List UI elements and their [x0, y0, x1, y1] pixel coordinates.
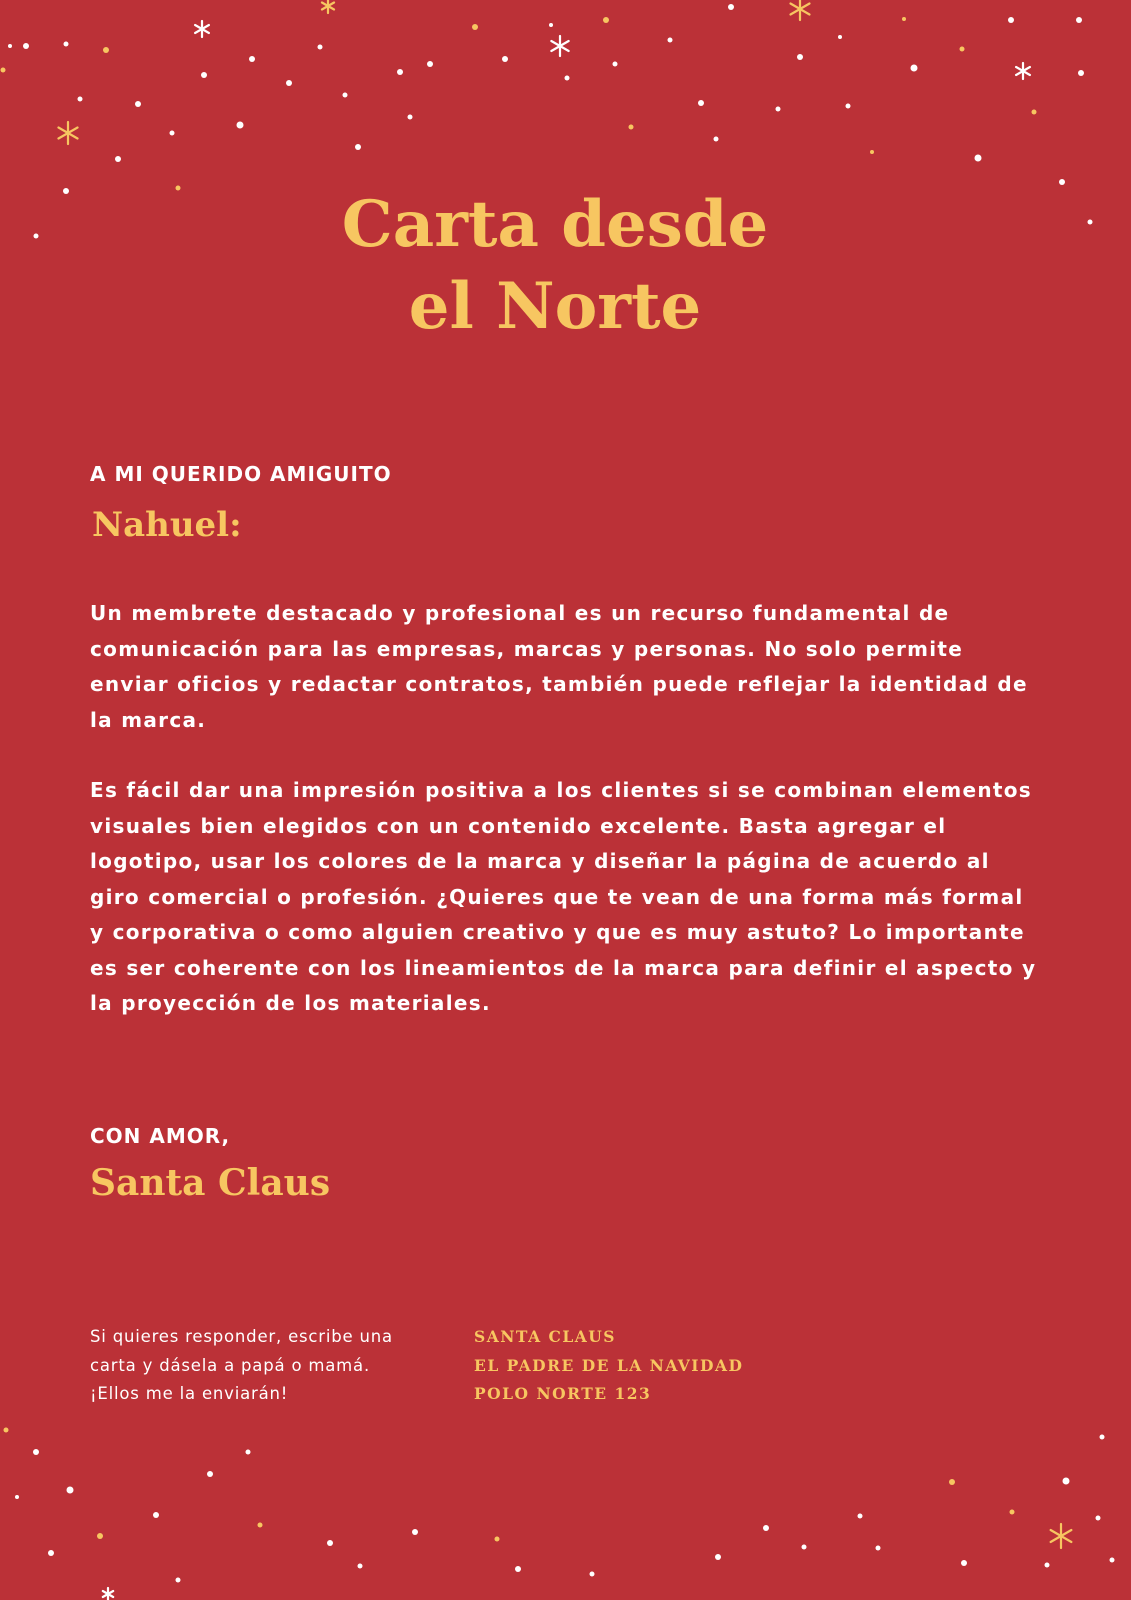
snow-dot — [355, 144, 361, 150]
snow-dot — [318, 45, 323, 50]
snow-dot — [249, 56, 255, 62]
snow-dot — [549, 23, 553, 27]
reply-note-line: carta y dásela a papá o mamá. — [90, 1355, 370, 1375]
snow-dot — [565, 76, 570, 81]
snow-dot — [327, 1540, 333, 1546]
snow-dot — [15, 1495, 19, 1499]
snow-dot — [1008, 17, 1014, 23]
snow-dot — [237, 122, 244, 129]
snow-dot — [715, 1554, 721, 1560]
snow-dot — [67, 1487, 74, 1494]
star-icon — [790, 0, 809, 20]
reply-note-line: Si quieres responder, escribe una — [90, 1327, 393, 1346]
snow-dot — [776, 107, 781, 112]
snow-dot — [153, 1512, 159, 1518]
reply-note — [90, 1323, 430, 1409]
snow-dot — [797, 54, 803, 60]
snow-dot — [64, 42, 69, 47]
snow-dot — [603, 17, 609, 23]
snow-dot — [135, 101, 141, 107]
star-icon — [195, 21, 209, 37]
letter-title — [0, 184, 1110, 348]
snow-dot — [714, 137, 719, 142]
address-line: SANTA CLAUS — [474, 1327, 616, 1346]
snow-dot — [949, 1479, 955, 1485]
snow-dot — [876, 1546, 881, 1551]
snow-dot — [1100, 1435, 1105, 1440]
snow-dot — [201, 72, 207, 78]
signature: Santa Claus — [90, 1162, 331, 1204]
snow-dot — [629, 125, 634, 130]
snow-dot — [358, 1564, 363, 1569]
snow-dot — [48, 1550, 54, 1556]
snow-dot — [1076, 17, 1082, 23]
snow-dot — [763, 1525, 769, 1531]
snow-dot — [246, 1450, 251, 1455]
snow-dot — [858, 1514, 863, 1519]
snow-dot — [613, 62, 618, 67]
sender-address — [474, 1323, 743, 1409]
star-icon — [551, 36, 568, 56]
snow-dot — [176, 1578, 181, 1583]
snow-dot — [258, 1523, 263, 1528]
snow-dot — [502, 56, 508, 62]
reply-note-line: ¡Ellos me la enviarán! — [90, 1384, 289, 1403]
snow-dot — [427, 61, 433, 67]
address-line: POLO NORTE 123 — [474, 1384, 652, 1403]
snow-dot — [412, 1529, 418, 1535]
snow-dot — [343, 93, 348, 98]
snow-dot — [975, 155, 982, 162]
star-icon — [103, 1588, 113, 1600]
star-icon — [1016, 63, 1030, 79]
snow-dot — [838, 35, 842, 39]
star-icon — [1051, 1524, 1072, 1548]
snow-dot — [97, 1533, 103, 1539]
snow-dot — [960, 47, 965, 52]
snow-dot — [408, 115, 413, 120]
title-line-1: Carta desde — [341, 187, 769, 262]
letter-paragraph-1: Un membrete destacado y profesional es un recurso fundamental de comunicación para las empresas, marcas y personas. No solo permite enviar oficios y redactar contratos, también puede reflejar la identidad de la marca. — [90, 601, 1028, 732]
star-icon — [322, 0, 334, 13]
snow-dot — [911, 65, 918, 72]
closing-phrase: CON AMOR, — [90, 1124, 231, 1148]
snow-dot — [1, 68, 6, 73]
salutation: A MI QUERIDO AMIGUITO — [90, 462, 392, 486]
snow-dot — [1045, 1563, 1050, 1568]
snow-dot — [23, 43, 29, 49]
snow-dot — [870, 150, 874, 154]
snow-dot — [1078, 70, 1084, 76]
snow-dot — [961, 1560, 967, 1566]
snow-dot — [590, 1572, 595, 1577]
snow-dot — [8, 44, 12, 48]
snow-dot — [728, 4, 734, 10]
snow-dot — [33, 1449, 39, 1455]
snow-dot — [698, 100, 704, 106]
snow-dot — [846, 104, 851, 109]
address-line: EL PADRE DE LA NAVIDAD — [474, 1355, 744, 1375]
snow-dot — [286, 80, 292, 86]
snow-dot — [78, 97, 83, 102]
letter-paragraph-2: Es fácil dar una impresión positiva a los clientes si se combinan elementos visuales bien elegidos con un contenido excelente. Basta agregar el logotipo, usar los colores de la marca y diseñar la página de acuerdo al giro comercial o profesión. ¿Quieres que te vean de una forma más formal y corporativa o como alguien creativo y que es muy astuto? Lo importante es ser coherente con los lineamientos de la marca para definir el aspecto y la proyección de los materiales. — [90, 778, 1037, 1015]
snow-dot — [802, 1545, 807, 1550]
snow-dot — [1063, 1478, 1070, 1485]
snow-dot — [902, 17, 906, 21]
snow-dot — [1010, 1510, 1015, 1515]
snow-dot — [1110, 1558, 1115, 1563]
snow-dot — [472, 24, 478, 30]
star-icon — [58, 122, 77, 144]
snow-dot — [207, 1471, 213, 1477]
snow-dot — [495, 1537, 500, 1542]
snow-dot — [170, 131, 175, 136]
title-line-2: el Norte — [408, 269, 702, 344]
snow-dot — [103, 47, 109, 53]
snow-dot — [397, 69, 403, 75]
snow-dot — [1096, 1516, 1101, 1521]
snow-dot — [115, 156, 121, 162]
snow-dot — [515, 1566, 521, 1572]
snow-dot — [4, 1428, 9, 1433]
snow-dot — [668, 38, 673, 43]
recipient-name: Nahuel: — [92, 505, 242, 545]
snow-dot — [1032, 110, 1037, 115]
